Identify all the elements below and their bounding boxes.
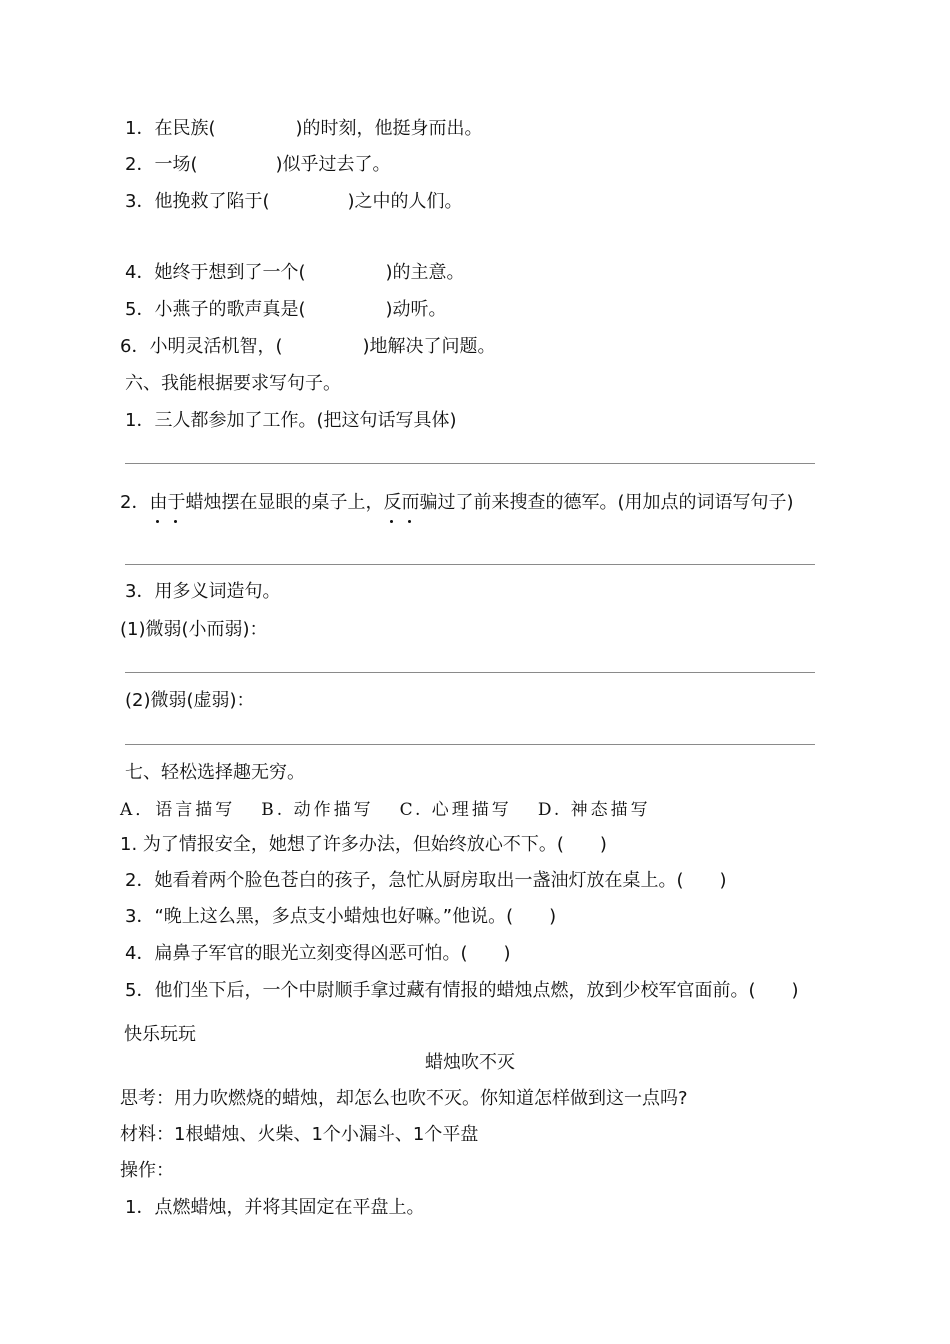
s6-question-2 (120, 492, 794, 514)
section-6-title: 六、我能根据要求写句子。 (125, 373, 341, 394)
fill-question-1-suffix: )的时刻，他挺身而出。 (295, 118, 483, 139)
dotted-char-yu: 于 (167, 492, 186, 513)
fill-question-1-prefix: 1．在民族( (125, 118, 216, 139)
materials-text: 材料：1根蜡烛、火柴、1个小漏斗、1个平盘 (120, 1124, 479, 1145)
s6-question-2-middle: 蜡烛摆在显眼的桌子上， (185, 492, 384, 513)
fill-question-3-suffix: )之中的人们。 (347, 191, 463, 212)
fill-question-6-suffix: )地解决了问题。 (362, 336, 496, 357)
answer-line-2[interactable] (125, 564, 815, 565)
s7-question-2: 2．她看着两个脸色苍白的孩子，急忙从厨房取出一盏油灯放在桌上。( ) (125, 870, 727, 891)
s7-question-3: 3．“晚上这么黑，多点支小蜡烛也好嘛。”他说。( ) (125, 906, 557, 927)
fill-question-5-suffix: )动听。 (385, 299, 447, 320)
fill-question-1 (125, 118, 483, 140)
fun-label: 快乐玩玩 (124, 1024, 196, 1045)
fill-question-4 (125, 262, 465, 284)
fill-question-2-suffix: )似乎过去了。 (275, 154, 391, 175)
fill-question-5-prefix: 5．小燕子的歌声真是( (125, 299, 306, 320)
dotted-char-fan: 反 (383, 492, 402, 513)
dotted-char-er: 而 (401, 492, 420, 513)
option-d: D. 神态描写 (537, 800, 651, 820)
fill-question-6 (120, 336, 496, 358)
s7-question-4: 4．扁鼻子军官的眼光立刻变得凶恶可怕。( ) (125, 943, 511, 964)
s7-question-5: 5．他们坐下后，一个中尉顺手拿过藏有情报的蜡烛点燃，放到少校军官面前。( ) (125, 980, 799, 1001)
activity-title: 蜡烛吹不灭 (425, 1052, 515, 1073)
s6-question-3-part-2: (2)微弱(虚弱)： (125, 690, 255, 711)
fill-question-4-prefix: 4．她终于想到了一个( (125, 262, 306, 283)
option-a: A．语言描写 (120, 800, 236, 820)
choice-options (120, 799, 677, 821)
section-7-title: 七、轻松选择趣无穷。 (125, 762, 305, 783)
answer-line-4[interactable] (125, 744, 815, 745)
s6-question-1: 1．三人都参加了工作。(把这句话写具体) (125, 410, 457, 431)
operation-label: 操作： (120, 1160, 174, 1181)
operation-step-1: 1．点燃蜡烛，并将其固定在平盘上。 (125, 1197, 425, 1218)
fill-question-5 (125, 299, 447, 321)
option-c: C. 心理描写 (399, 800, 512, 820)
dotted-char-you: 由 (149, 492, 168, 513)
fill-question-3 (125, 191, 463, 213)
option-b: B. 动作描写 (261, 800, 374, 820)
s6-question-3: 3．用多义词造句。 (125, 581, 281, 602)
think-text: 思考：用力吹燃烧的蜡烛，却怎么也吹不灭。你知道怎样做到这一点吗? (120, 1088, 688, 1109)
fill-question-6-prefix: 6．小明灵活机智，( (120, 336, 283, 357)
s6-question-3-part-1: (1)微弱(小而弱)： (120, 619, 268, 640)
answer-line-3[interactable] (125, 672, 815, 673)
fill-question-3-prefix: 3．他挽救了陷于( (125, 191, 270, 212)
fill-question-2 (125, 154, 391, 176)
s6-question-2-number: 2． (120, 492, 150, 513)
answer-line-1[interactable] (125, 463, 815, 464)
s7-question-1: 1. 为了情报安全，她想了许多办法，但始终放心不下。( ) (120, 834, 607, 855)
fill-question-2-prefix: 2．一场( (125, 154, 198, 175)
fill-question-4-suffix: )的主意。 (385, 262, 465, 283)
s6-question-2-end: 骗过了前来搜查的德军。(用加点的词语写句子) (419, 492, 794, 513)
